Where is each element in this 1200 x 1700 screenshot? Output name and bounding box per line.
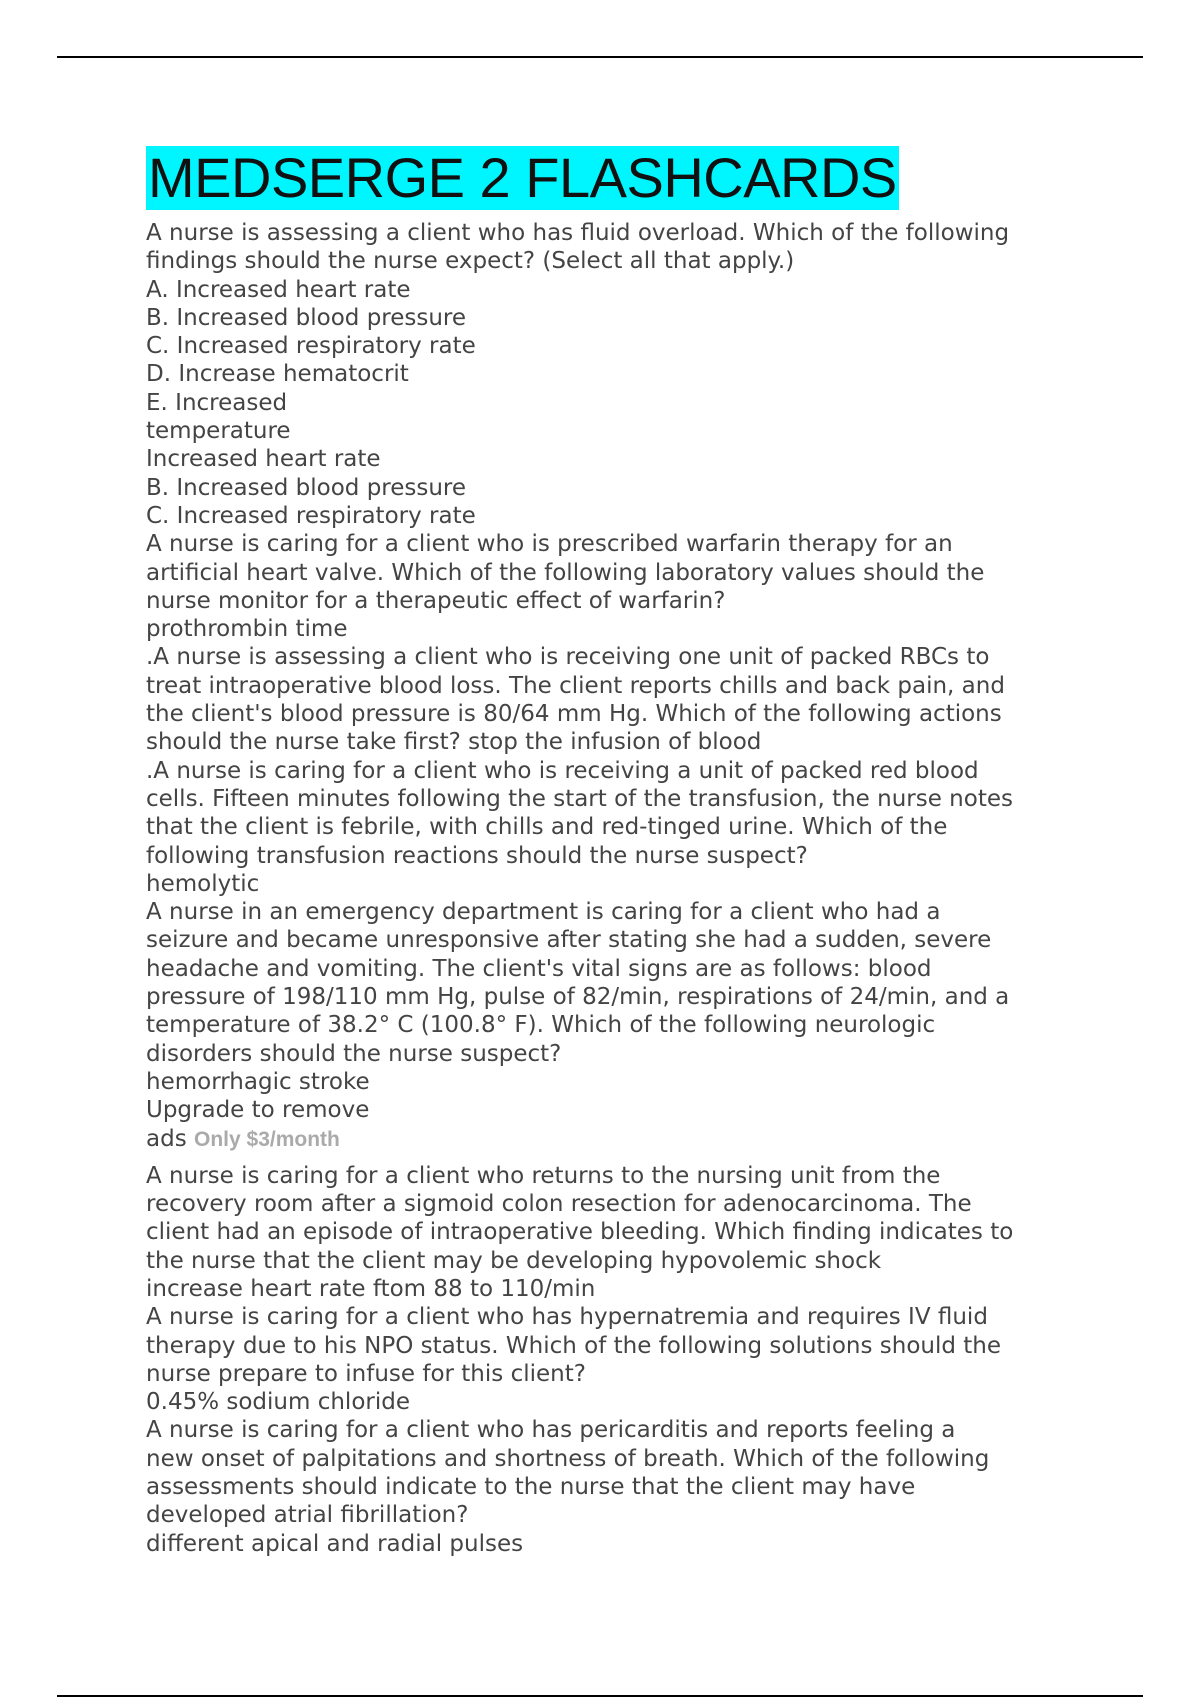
flashcards-part-1 [146, 219, 1076, 1125]
text-line: A nurse is caring for a client who is prescribed warfarin therapy for an [146, 531, 953, 558]
text-line: .A nurse is assessing a client who is receiving one unit of packed RBCs to [146, 644, 990, 671]
text-line: that the client is febrile, with chills and red-tinged urine. Which of the [146, 814, 948, 841]
text-line: A nurse is caring for a client who has pericarditis and reports feeling a [146, 1417, 956, 1444]
text-line: treat intraoperative blood loss. The client reports chills and back pain, and [146, 672, 1005, 699]
upgrade-promo-link[interactable]: Only $3/month [194, 1127, 340, 1151]
text-line: nurse monitor for a therapeutic effect of warfarin? [146, 587, 726, 614]
text-line: following transfusion reactions should the nurse suspect? [146, 842, 808, 869]
flashcards-part-2 [146, 1162, 1076, 1558]
text-line: hemorrhagic stroke [146, 1068, 370, 1095]
text-line: seizure and became unresponsive after stating she had a sudden, severe [146, 927, 992, 954]
text-line: artificial heart valve. Which of the following laboratory values should the [146, 559, 985, 586]
text-line: findings should the nurse expect? (Select all that apply.) [146, 248, 795, 275]
text-line: pressure of 198/110 mm Hg, pulse of 82/min, respirations of 24/min, and a [146, 984, 1010, 1011]
text-line: C. Increased respiratory rate [146, 333, 476, 360]
text-line: A nurse is assessing a client who has fluid overload. Which of the following [146, 220, 1010, 246]
text-line: prothrombin time [146, 616, 348, 643]
title-block [146, 146, 899, 210]
text-line: A nurse is caring for a client who has hypernatremia and requires IV fluid [146, 1304, 988, 1331]
top-rule [57, 56, 1143, 58]
text-line: should the nurse take first? stop the infusion of blood [146, 729, 762, 756]
text-line: cells. Fifteen minutes following the start of the transfusion, the nurse notes [146, 785, 1013, 812]
ads-line [146, 1125, 1076, 1154]
text-line: developed atrial fibrillation? [146, 1502, 469, 1529]
text-line: headache and vomiting. The client's vital signs are as follows: blood [146, 955, 932, 982]
text-line: therapy due to his NPO status. Which of the following solutions should the [146, 1332, 1002, 1359]
text-line: recovery room after a sigmoid colon resection for adenocarcinoma. The [146, 1191, 972, 1218]
bottom-rule [57, 1695, 1143, 1697]
spacer [146, 1154, 1076, 1162]
text-line: A nurse is caring for a client who returns to the nursing unit from the [146, 1162, 941, 1189]
text-line: different apical and radial pulses [146, 1530, 524, 1557]
text-line: B. Increased blood pressure [146, 474, 467, 501]
text-line: E. Increased [146, 389, 288, 416]
flashcard-content [146, 219, 1076, 1558]
text-line: B. Increased blood pressure [146, 304, 467, 331]
text-line: hemolytic [146, 870, 260, 897]
text-line: C. Increased respiratory rate [146, 502, 476, 529]
text-line: increase heart rate ftom 88 to 110/min [146, 1275, 596, 1302]
text-line: Increased heart rate [146, 446, 381, 473]
text-line: disorders should the nurse suspect? [146, 1040, 562, 1067]
text-line: Upgrade to remove [146, 1097, 370, 1124]
text-line: 0.45% sodium chloride [146, 1389, 410, 1416]
text-line: A nurse in an emergency department is caring for a client who had a [146, 899, 941, 926]
text-line: assessments should indicate to the nurse that the client may have [146, 1474, 916, 1501]
text-line: new onset of palpitations and shortness of breath. Which of the following [146, 1445, 990, 1472]
text-line: D. Increase hematocrit [146, 361, 409, 388]
text-line: .A nurse is caring for a client who is receiving a unit of packed red blood [146, 757, 979, 784]
text-line: client had an episode of intraoperative bleeding. Which finding indicates to [146, 1219, 1014, 1246]
page-title: MEDSERGE 2 FLASHCARDS [148, 146, 897, 209]
text-line: the client's blood pressure is 80/64 mm Hg. Which of the following actions [146, 701, 1002, 728]
ads-prefix: ads [146, 1125, 194, 1152]
text-line: temperature [146, 418, 291, 445]
text-line: A. Increased heart rate [146, 276, 411, 303]
text-line: nurse prepare to infuse for this client? [146, 1360, 586, 1387]
text-line: temperature of 38.2° C (100.8° F). Which of the following neurologic [146, 1012, 936, 1039]
text-line: the nurse that the client may be developing hypovolemic shock [146, 1247, 882, 1274]
